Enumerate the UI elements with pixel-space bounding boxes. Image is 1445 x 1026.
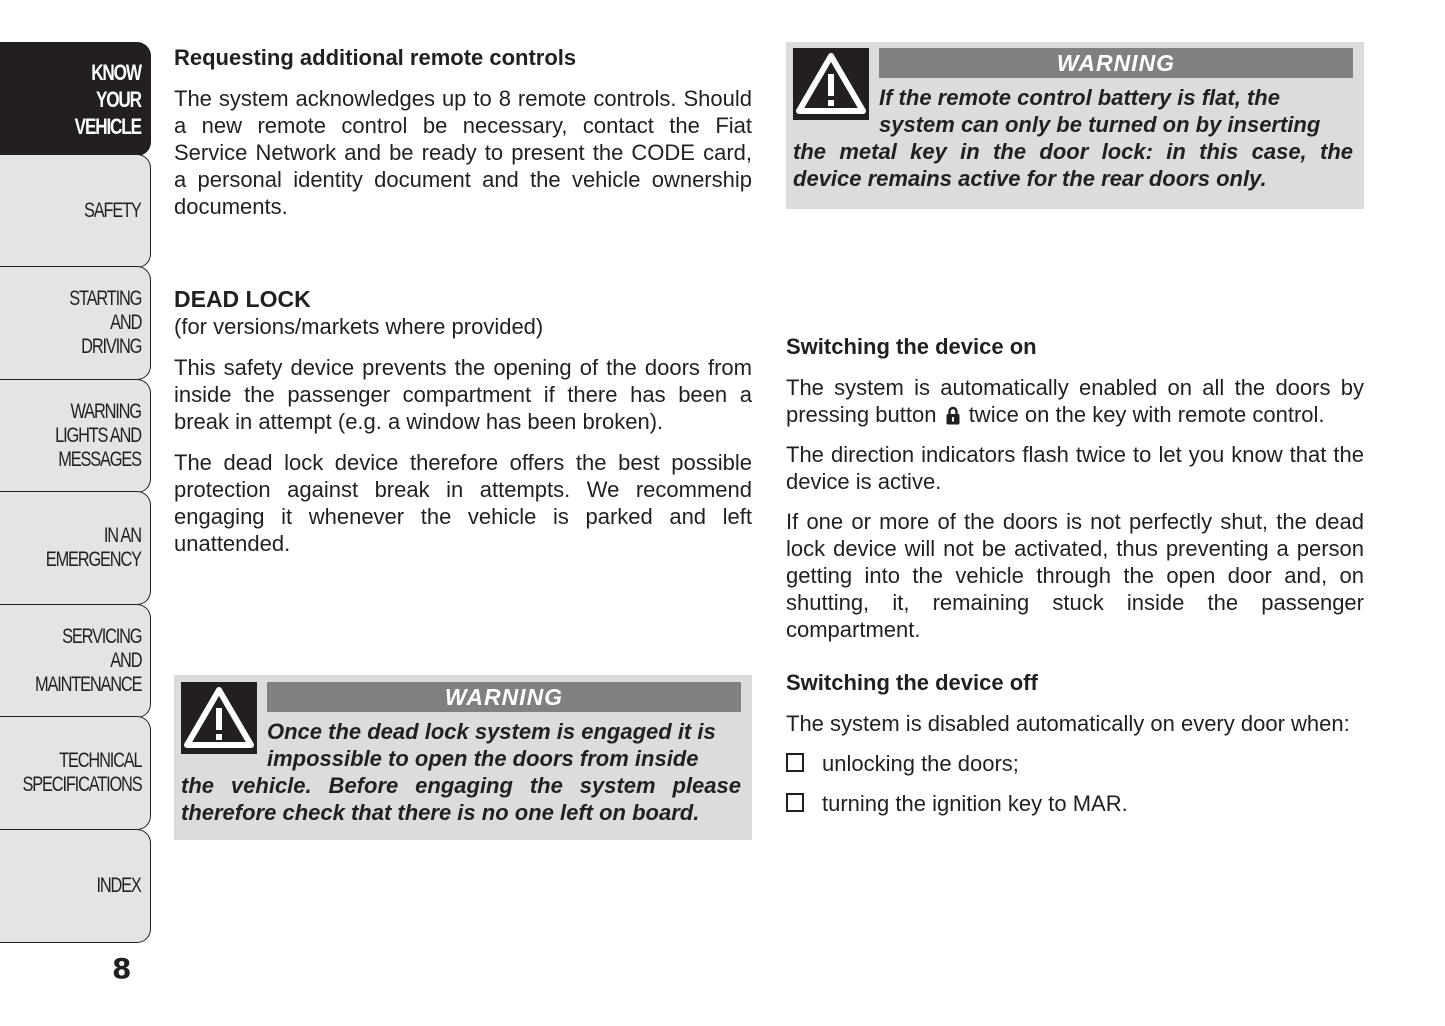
tab-warning-lights[interactable] (0, 379, 151, 493)
list-item (786, 790, 1364, 817)
switch-on-text-after: twice on the key with remote control. (968, 402, 1325, 427)
switch-on-section (786, 333, 1364, 643)
tab-technical-specifications[interactable] (0, 716, 151, 830)
lock-icon (946, 406, 960, 425)
warning-text: the vehicle. Before engaging the system please therefore check that there is no one left on board. (181, 773, 741, 825)
warning-text-indented (879, 84, 1353, 138)
list-item-text: unlocking the doors; (822, 751, 1019, 776)
warning-triangle-icon (181, 682, 257, 754)
switch-on-paragraph-1 (786, 374, 1364, 428)
tab-know-your-vehicle[interactable] (0, 42, 151, 156)
checkbox-bullet-icon (786, 753, 804, 772)
deadlock-paragraph-2: The dead lock device therefore offers the best possible protection against break in attempts. We recommend engaging it whenever the vehicle is parked and left unattended. (174, 450, 752, 556)
deadlock-paragraph-1: This safety device prevents the opening of the doors from inside the passenger compartment if there has been a break in attempt (e.g. a window has been broken). (174, 355, 752, 434)
deadlock-warning-box (174, 675, 752, 840)
switch-off-section (786, 669, 1364, 817)
tab-safety[interactable] (0, 154, 151, 268)
switch-off-paragraph: The system is disabled automatically on every door when: (786, 711, 1350, 736)
warning-title: WARNING (879, 48, 1353, 78)
left-column (174, 44, 752, 220)
tab-label: KNOW YOUR VEHICLE (74, 59, 141, 139)
tab-label: SAFETY (84, 199, 141, 222)
battery-warning-box (786, 42, 1364, 209)
list-item (786, 750, 1364, 777)
remote-heading: Requesting additional remote controls (174, 45, 577, 70)
tab-label: WARNING LIGHTS AND MESSAGES (55, 400, 142, 471)
deadlock-subtitle: (for versions/markets where provided) (174, 314, 544, 339)
warning-text: the metal key in the door lock: in this case, the device remains active for the rear doors only. (793, 139, 1353, 191)
checkbox-bullet-icon (786, 793, 804, 812)
tab-servicing[interactable] (0, 604, 151, 718)
tab-label: INDEX (96, 874, 141, 897)
deadlock-section (174, 286, 752, 557)
tab-label: IN AN EMERGENCY (45, 524, 141, 571)
list-item-text: turning the ignition key to MAR. (822, 791, 1128, 816)
switch-on-heading: Switching the device on (786, 334, 1037, 359)
warning-triangle-icon (793, 48, 869, 120)
warning-line-2: impossible to open the doors from inside (267, 746, 699, 771)
switch-on-paragraph-3: If one or more of the doors is not perfectly shut, the dead lock device will not be activated, thus preventing a person getting into the vehicle through the open door and, on shutting, it, remaining stuck inside the passenger compartment. (786, 509, 1364, 642)
warning-line-1: If the remote control battery is flat, the (879, 85, 1280, 110)
page-number: 8 (112, 952, 132, 985)
tab-in-an-emergency[interactable] (0, 491, 151, 605)
tab-label: STARTING AND DRIVING (69, 287, 141, 358)
switch-on-paragraph-2: The direction indicators flash twice to let you know that the device is active. (786, 442, 1364, 494)
tab-label: SERVICING AND MAINTENANCE (34, 625, 141, 696)
switch-on-text-before: The system is automatically enabled on all the doors by pressing button (786, 375, 1364, 427)
warning-text-indented (267, 718, 741, 772)
warning-line-1: Once the dead lock system is engaged it is (267, 719, 716, 744)
switch-off-heading: Switching the device off (786, 670, 1038, 695)
deadlock-heading: DEAD LOCK (174, 286, 311, 312)
remote-body: The system acknowledges up to 8 remote controls. Should a new remote control be necessary, contact the Fiat Service Network and be ready to present the CODE card, a personal identity document and the vehicle ownership documents. (174, 86, 752, 219)
tab-label: TECHNICAL SPECIFICATIONS (22, 749, 142, 796)
warning-title: WARNING (267, 682, 741, 712)
tab-index[interactable] (0, 829, 151, 943)
tab-starting-and-driving[interactable] (0, 266, 151, 380)
warning-line-2: system can only be turned on by inserting (879, 112, 1321, 137)
